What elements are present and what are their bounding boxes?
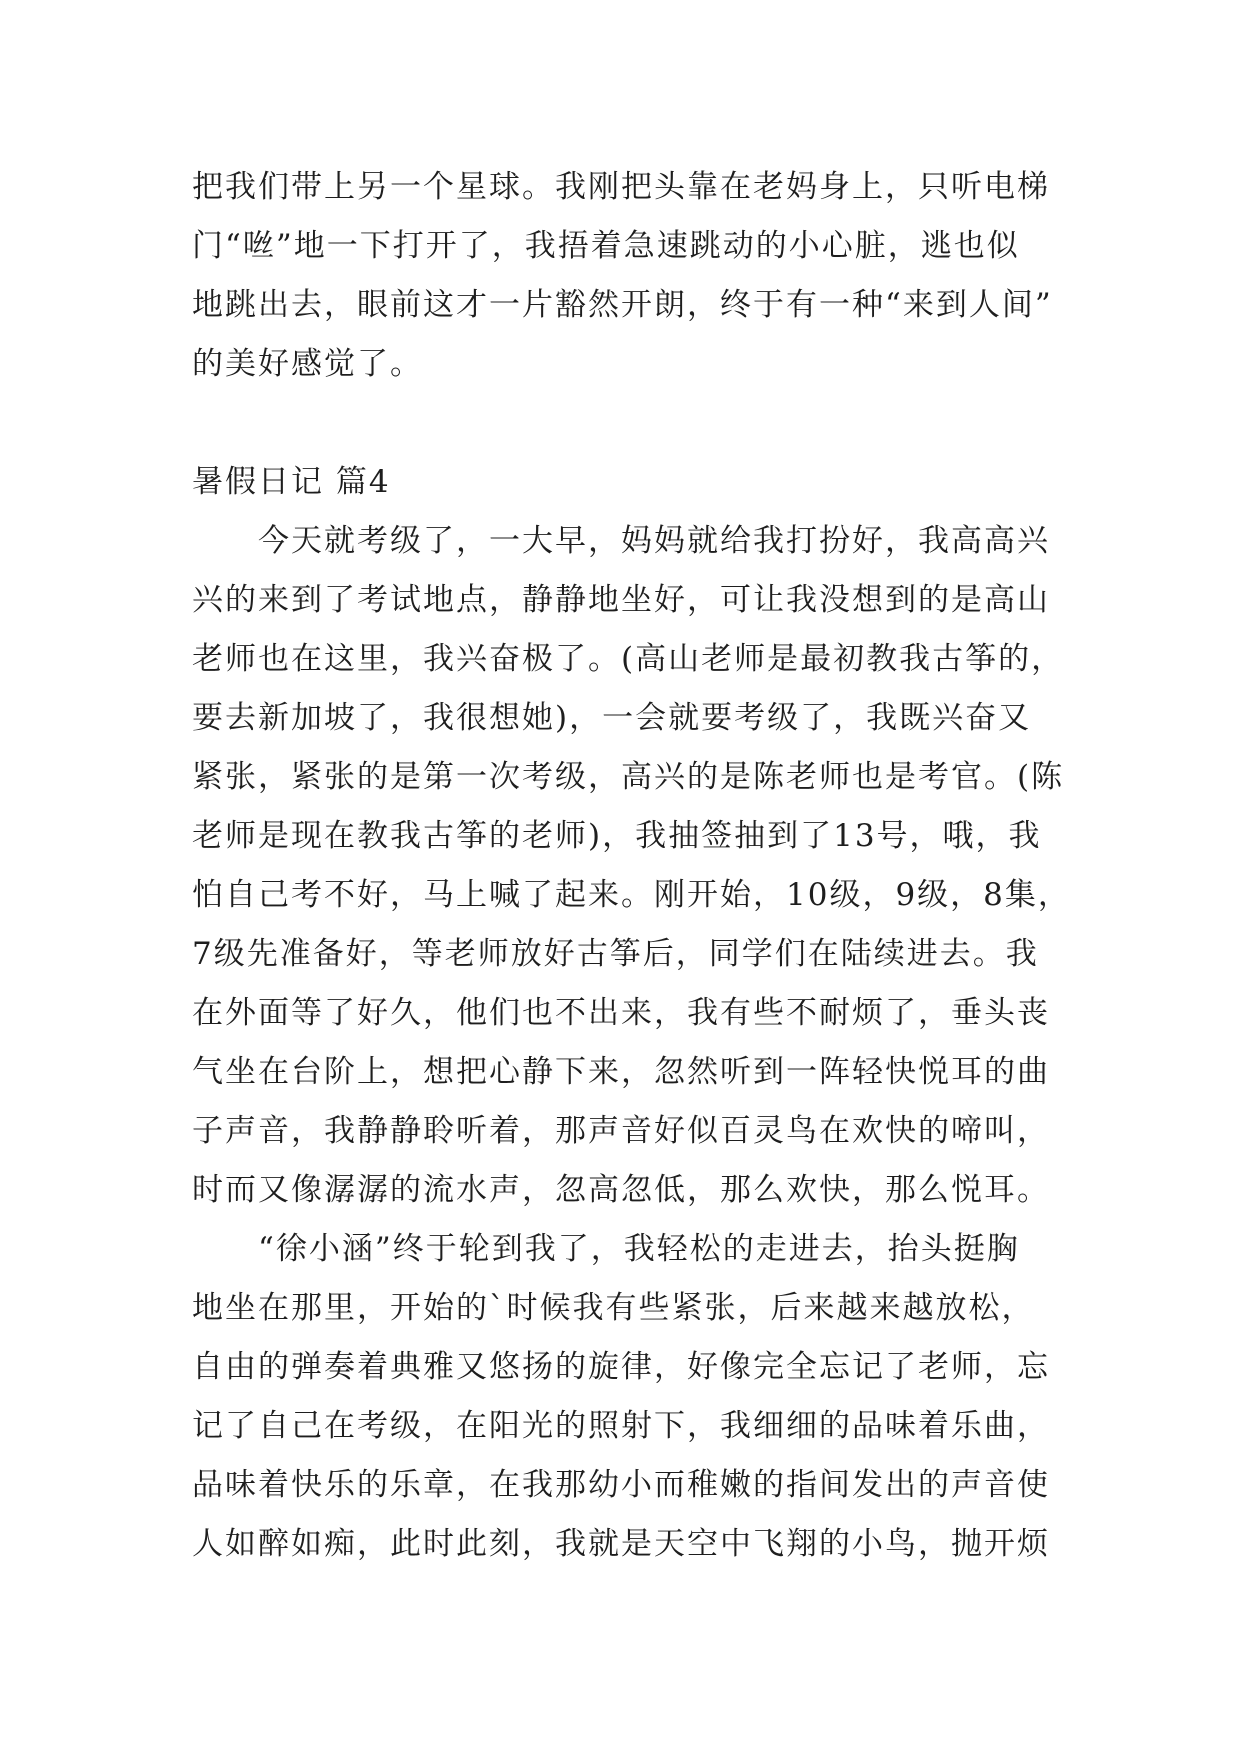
text-line: 紧张，紧张的是第一次考级，高兴的是陈老师也是考官。(陈 bbox=[192, 759, 1065, 795]
text-line: 气坐在台阶上，想把心静下来，忽然听到一阵轻快悦耳的曲 bbox=[192, 1054, 1050, 1090]
text-line: 自由的弹奏着典雅又悠扬的旋律，好像完全忘记了老师，忘 bbox=[192, 1349, 1050, 1385]
section-heading-block bbox=[192, 453, 1072, 512]
text-line: 老师是现在教我古筝的老师)，我抽签抽到了13号，哦，我 bbox=[192, 818, 1042, 854]
continuation-paragraph bbox=[192, 158, 1072, 394]
text-line: 把我们带上另一个星球。我刚把头靠在老妈身上，只听电梯 bbox=[192, 169, 1050, 205]
section-title: 暑假日记 篇4 bbox=[192, 464, 391, 500]
text-line: 子声音，我静静聆听着，那声音好似百灵鸟在欢快的啼叫， bbox=[192, 1113, 1050, 1149]
text-line: 人如醉如痴，此时此刻，我就是天空中飞翔的小鸟，抛开烦 bbox=[192, 1526, 1050, 1562]
text-line: 老师也在这里，我兴奋极了。(高山老师是最初教我古筝的， bbox=[192, 641, 1065, 677]
text-line: 今天就考级了，一大早，妈妈就给我打扮好，我高高兴 bbox=[192, 523, 1050, 559]
text-line: 的美好感觉了。 bbox=[192, 346, 423, 382]
text-line: 要去新加坡了，我很想她)，一会就要考级了，我既兴奋又 bbox=[192, 700, 1032, 736]
text-line: 地坐在那里，开始的`时候我有些紧张，后来越来越放松， bbox=[192, 1290, 1035, 1326]
text-line: 在外面等了好久，他们也不出来，我有些不耐烦了，垂头丧 bbox=[192, 995, 1050, 1031]
section-body bbox=[192, 512, 1072, 1574]
text-line: 兴的来到了考试地点，静静地坐好，可让我没想到的是高山 bbox=[192, 582, 1050, 618]
text-line: 门“咝”地一下打开了，我捂着急速跳动的小心脏，逃也似 bbox=[192, 228, 1020, 264]
text-line: 时而又像潺潺的流水声，忽高忽低，那么欢快，那么悦耳。 bbox=[192, 1172, 1050, 1208]
text-line: 记了自己在考级，在阳光的照射下，我细细的品味着乐曲， bbox=[192, 1408, 1050, 1444]
text-line: 地跳出去，眼前这才一片豁然开朗，终于有一种“来到人间” bbox=[192, 287, 1053, 323]
text-line: “徐小涵”终于轮到我了，我轻松的走进去，抬头挺胸 bbox=[192, 1231, 1020, 1267]
text-line: 品味着快乐的乐章，在我那幼小而稚嫩的指间发出的声音使 bbox=[192, 1467, 1050, 1503]
text-line: 怕自己考不好，马上喊了起来。刚开始，10级，9级，8集， bbox=[192, 877, 1071, 913]
text-line: 7级先准备好，等老师放好古筝后，同学们在陆续进去。我 bbox=[192, 936, 1039, 972]
